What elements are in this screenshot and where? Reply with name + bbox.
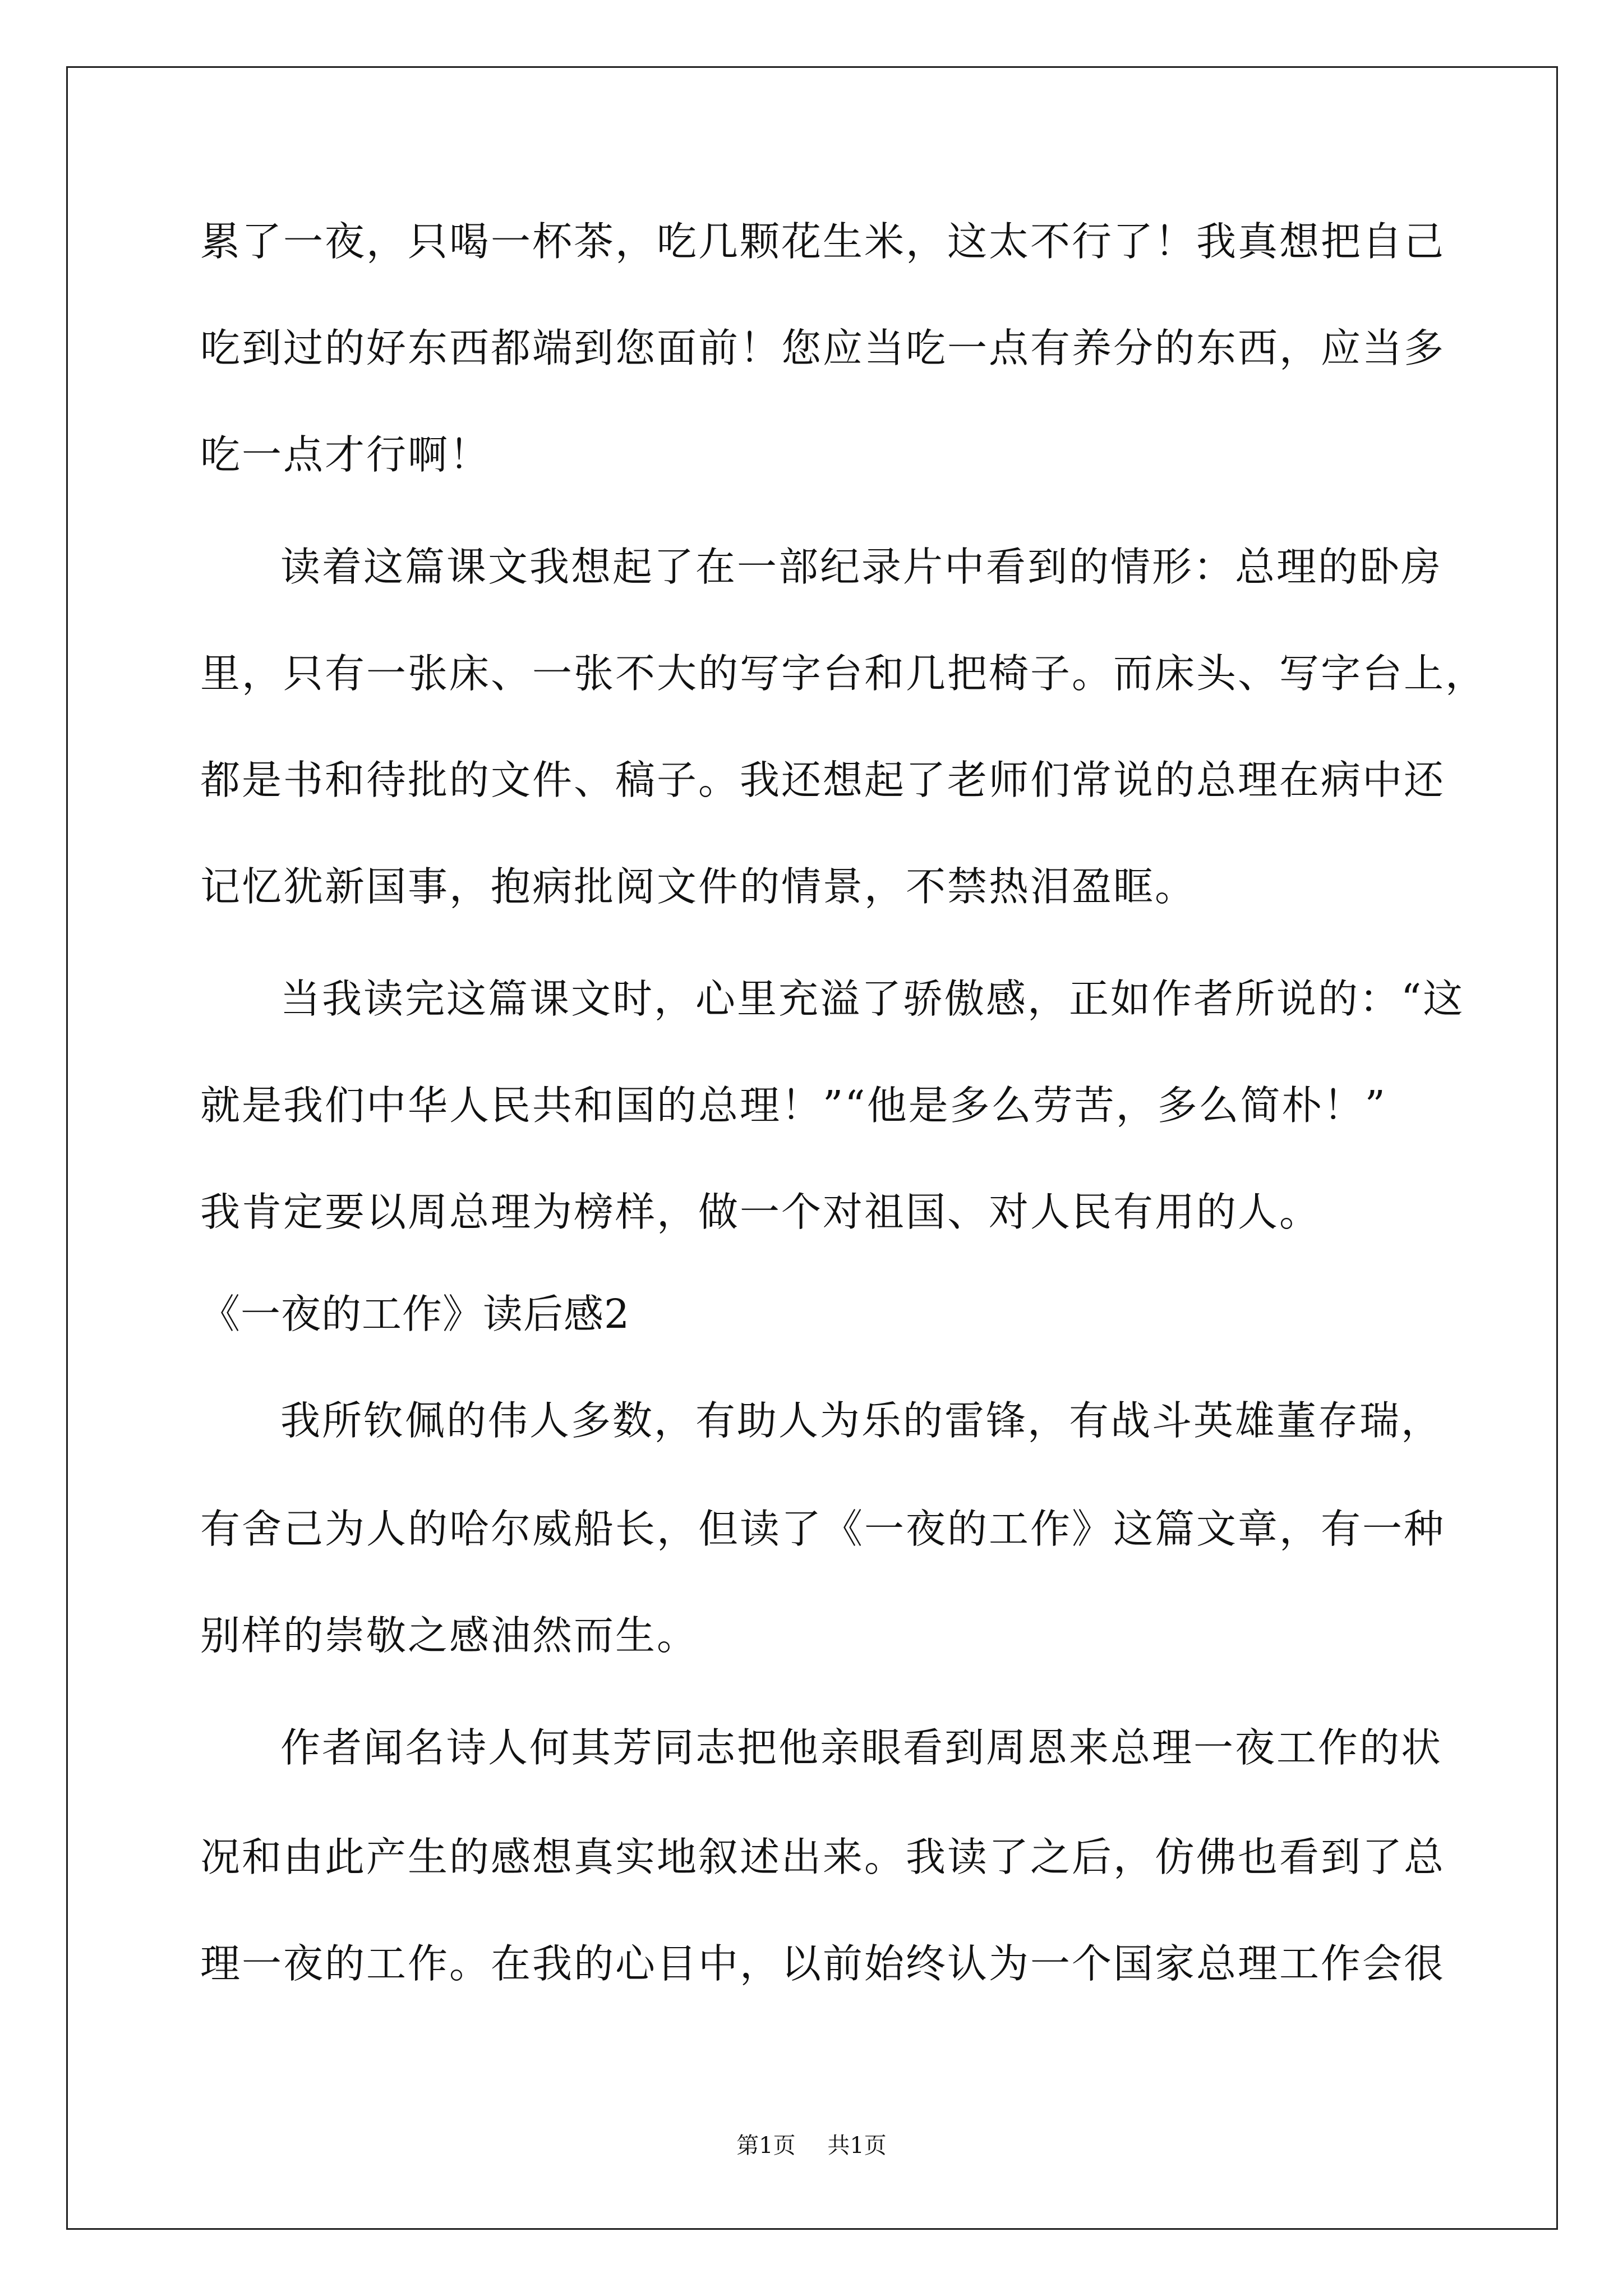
text-line: 况和由此产生的感想真实地叙述出来。我读了之后，仿佛也看到了总	[200, 1834, 1446, 1880]
text-line: 累了一夜，只喝一杯茶，吃几颗花生米，这太不行了！我真想把自己	[200, 218, 1446, 265]
page-total: 共1页	[827, 2133, 887, 2159]
text-line: 别样的崇敬之感油然而生。	[200, 1612, 699, 1659]
text-line: 里，只有一张床、一张不大的写字台和几把椅子。而床头、写字台上，	[200, 650, 1487, 697]
section-title: 《一夜的工作》读后感2	[200, 1291, 630, 1337]
text-line: 就是我们中华人民共和国的总理！”“他是多么劳苦，多么简朴！”	[200, 1082, 1387, 1129]
page-number: 第1页	[736, 2133, 796, 2159]
paragraph-start-line: 作者闻名诗人何其芳同志把他亲眼看到周恩来总理一夜工作的状	[280, 1724, 1443, 1771]
text-line: 吃一点才行啊！	[200, 431, 491, 478]
text-line: 记忆犹新国事，抱病批阅文件的情景，不禁热泪盈眶。	[200, 863, 1197, 910]
paragraph-start-line: 读着这篇课文我想起了在一部纪录片中看到的情形：总理的卧房	[280, 544, 1443, 590]
page-footer	[0, 2129, 1623, 2162]
page-frame	[66, 66, 1558, 2230]
paragraph-start-line: 当我读完这篇课文时，心里充溢了骄傲感，正如作者所说的：“这	[280, 976, 1465, 1022]
text-line: 我肯定要以周总理为榜样，做一个对祖国、对人民有用的人。	[200, 1189, 1321, 1235]
text-line: 理一夜的工作。在我的心目中，以前始终认为一个国家总理工作会很	[200, 1940, 1446, 1987]
text-line: 有舍己为人的哈尔威船长，但读了《一夜的工作》这篇文章，有一种	[200, 1506, 1446, 1552]
text-line: 吃到过的好东西都端到您面前！您应当吃一点有养分的东西，应当多	[200, 325, 1446, 371]
paragraph-start-line: 我所钦佩的伟人多数，有助人为乐的雷锋，有战斗英雄董存瑞，	[280, 1397, 1443, 1444]
text-line: 都是书和待批的文件、稿子。我还想起了老师们常说的总理在病中还	[200, 757, 1446, 803]
